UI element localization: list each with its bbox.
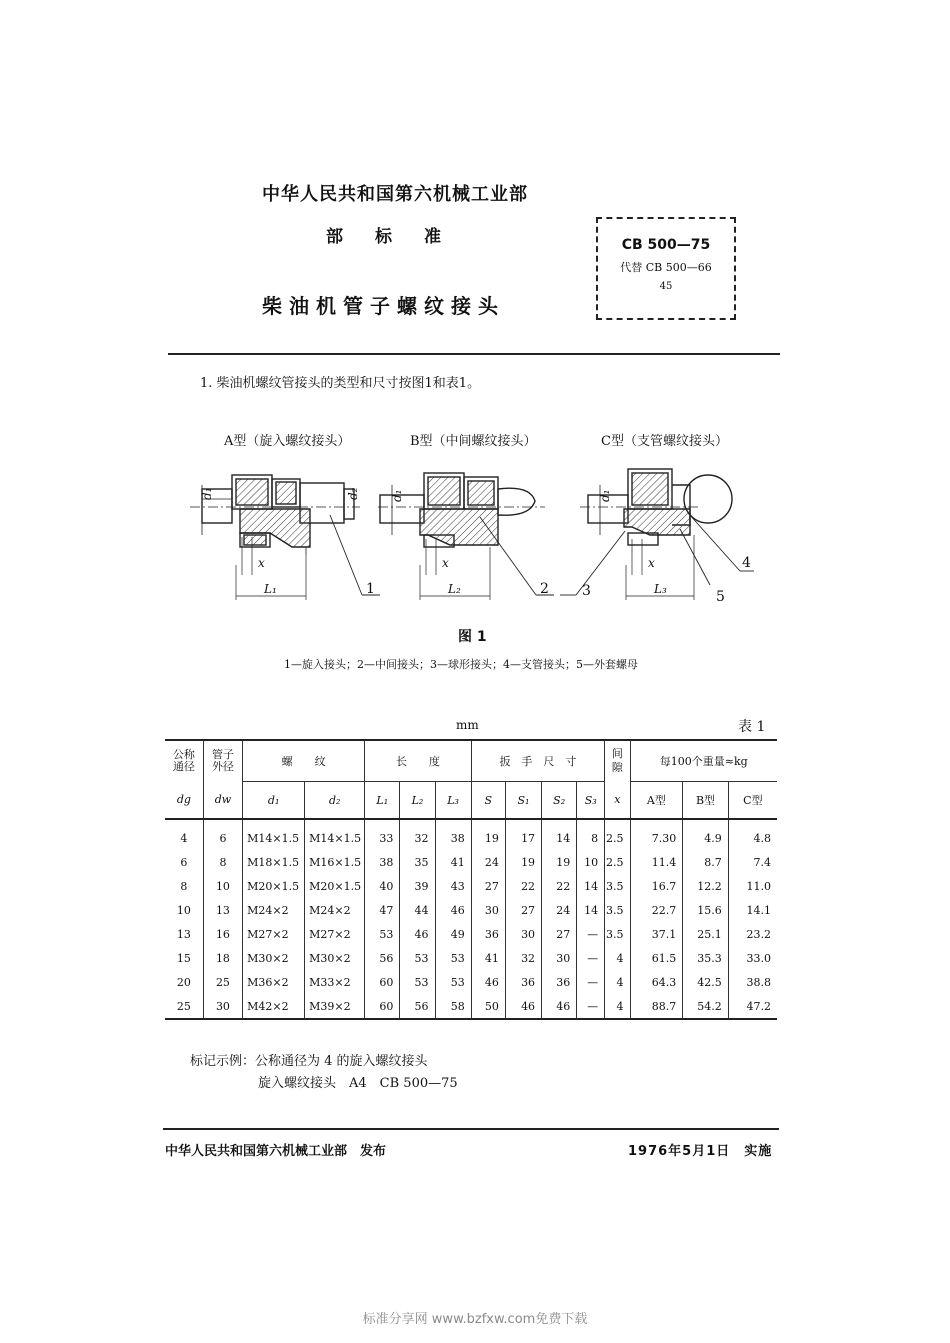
table-row — [165, 970, 777, 994]
table-cell: 11.0 — [728, 874, 777, 898]
table-cell: 32 — [505, 946, 541, 970]
table-cell: 36 — [542, 970, 577, 994]
table-cell: 30 — [203, 994, 242, 1019]
table-cell: 8 — [577, 819, 605, 850]
table-cell: M14×1.5 — [305, 819, 365, 850]
table-cell: M20×1.5 — [305, 874, 365, 898]
table-cell: 58 — [435, 994, 471, 1019]
standard-serial: 45 — [659, 281, 673, 292]
table-cell: 14 — [577, 898, 605, 922]
table-cell: 33.0 — [728, 946, 777, 970]
table-cell: 3.5 — [605, 922, 630, 946]
table-cell: 46 — [542, 994, 577, 1019]
table-cell: M27×2 — [243, 922, 305, 946]
table-cell: 44 — [400, 898, 435, 922]
document-title: 柴油机管子螺纹接头 — [262, 294, 505, 318]
table-cell: 56 — [400, 994, 435, 1019]
type-a-drawing — [190, 475, 380, 600]
table-cell: 40 — [365, 874, 400, 898]
effective-date: 1976年5月1日 实施 — [628, 1144, 773, 1159]
table-row — [165, 898, 777, 922]
table-row — [165, 850, 777, 874]
table-cell: 60 — [365, 994, 400, 1019]
sub-S3: S₃ — [577, 782, 605, 820]
table-row — [165, 819, 777, 850]
sub-S1: S₁ — [505, 782, 541, 820]
table-cell: 47.2 — [728, 994, 777, 1019]
table-cell: 10 — [176, 903, 191, 917]
watermark: 标准分享网 www.bzfxw.com免费下载 — [362, 1312, 588, 1327]
table-cell: 35.3 — [683, 946, 729, 970]
table-cell: 50 — [471, 994, 505, 1019]
fitting-drawings — [180, 455, 760, 605]
table-cell: 3.5 — [605, 874, 630, 898]
table-cell: M16×1.5 — [305, 850, 365, 874]
issuer: 中华人民共和国第六机械工业部 发布 — [165, 1144, 387, 1159]
table-cell: 43 — [435, 874, 471, 898]
table-cell: 22 — [542, 874, 577, 898]
table-cell: 4 — [180, 831, 188, 845]
table-cell: 49 — [435, 922, 471, 946]
dim-d1-b: d₁ — [390, 489, 404, 502]
table-cell: M33×2 — [305, 970, 365, 994]
sub-dw: dw — [203, 782, 242, 820]
standard-type-heading: 部标准 — [326, 227, 473, 247]
replaces-note: 代替 CB 500—66 — [620, 261, 712, 274]
table-row — [165, 874, 777, 898]
table-cell: 54.2 — [683, 994, 729, 1019]
table-row — [165, 922, 777, 946]
table-cell: 27 — [542, 922, 577, 946]
table-cell: 33 — [365, 819, 400, 850]
sub-dg: dg — [165, 782, 203, 820]
table-cell: 13 — [176, 927, 191, 941]
table-cell: 14.1 — [728, 898, 777, 922]
table-cell: 3.5 — [605, 898, 630, 922]
table-cell: 17 — [505, 819, 541, 850]
table-cell: 60 — [365, 970, 400, 994]
table-cell: 38 — [365, 850, 400, 874]
dim-L2: L₂ — [448, 582, 461, 596]
sub-S2: S₂ — [542, 782, 577, 820]
table-cell: — — [577, 946, 605, 970]
table-cell: 12.2 — [683, 874, 729, 898]
table-cell: 22.7 — [630, 898, 683, 922]
table-cell: 16 — [203, 922, 242, 946]
table-cell: 41 — [471, 946, 505, 970]
table-cell: 8.7 — [683, 850, 729, 874]
table-cell: M27×2 — [305, 922, 365, 946]
sub-d1: d₁ — [243, 782, 305, 820]
hdr-length: 长 度 — [365, 740, 472, 782]
table-cell: 8 — [203, 850, 242, 874]
table-cell: 46 — [505, 994, 541, 1019]
table-cell: 19 — [471, 819, 505, 850]
table-cell: 46 — [471, 970, 505, 994]
table-cell: 30 — [542, 946, 577, 970]
sub-x: x — [605, 782, 630, 820]
table-cell: 88.7 — [630, 994, 683, 1019]
dim-L3: L₃ — [654, 582, 667, 596]
table-cell: — — [577, 922, 605, 946]
table-cell: 14 — [577, 874, 605, 898]
sub-d2: d₂ — [305, 782, 365, 820]
table-cell: 30 — [505, 922, 541, 946]
callout-1: 1 — [366, 581, 375, 597]
sub-type-b: B型 — [683, 782, 729, 820]
table-cell: 53 — [400, 946, 435, 970]
table-cell: 25 — [203, 970, 242, 994]
table-cell: 23.2 — [728, 922, 777, 946]
table-cell: 18 — [203, 946, 242, 970]
table-cell: 27 — [505, 898, 541, 922]
type-b-drawing — [378, 473, 554, 600]
table-cell: 11.4 — [630, 850, 683, 874]
dim-d2-a: d₂ — [346, 487, 360, 500]
standard-code: CB 500—75 — [621, 237, 711, 253]
dimension-table — [165, 739, 777, 1020]
table-row — [165, 994, 777, 1019]
sub-type-a: A型 — [630, 782, 683, 820]
hdr-wrench: 扳 手 尺 寸 — [471, 740, 604, 782]
sub-L1: L₁ — [365, 782, 400, 820]
table-cell: 53 — [400, 970, 435, 994]
sub-S: S — [471, 782, 505, 820]
marking-example-line1: 标记示例：公称通径为 4 的旋入螺纹接头 — [190, 1054, 428, 1069]
table-cell: 6 — [180, 855, 188, 869]
table-cell: 25.1 — [683, 922, 729, 946]
table-cell: M20×1.5 — [243, 874, 305, 898]
callout-2: 2 — [540, 581, 549, 597]
table-cell: 42.5 — [683, 970, 729, 994]
table-cell: M36×2 — [243, 970, 305, 994]
table-cell: 41 — [435, 850, 471, 874]
type-a-label: A型（旋入螺纹接头） — [224, 434, 351, 449]
table-cell: 53 — [435, 946, 471, 970]
table-cell: 2.5 — [605, 819, 630, 850]
table-cell: 14 — [542, 819, 577, 850]
table-cell: M14×1.5 — [243, 819, 305, 850]
sub-L3: L₃ — [435, 782, 471, 820]
table-cell: 4.8 — [728, 819, 777, 850]
table-cell: 32 — [400, 819, 435, 850]
ministry-heading: 中华人民共和国第六机械工业部 — [262, 184, 528, 205]
table-cell: 4 — [605, 994, 630, 1019]
header-divider — [168, 353, 780, 355]
table-cell: M39×2 — [305, 994, 365, 1019]
callout-4: 4 — [742, 555, 751, 571]
hdr-thread: 螺 纹 — [243, 740, 365, 782]
hdr-gap: 间隙 — [605, 740, 630, 782]
table-cell: 7.30 — [630, 819, 683, 850]
hdr-pipe-od: 管子外径 — [203, 740, 242, 782]
table-cell: 53 — [365, 922, 400, 946]
table-cell: — — [577, 970, 605, 994]
sub-type-c: C型 — [728, 782, 777, 820]
footer-divider — [163, 1128, 779, 1130]
table-cell: 19 — [505, 850, 541, 874]
figure-caption: 图 1 — [458, 629, 487, 645]
table-cell: 36 — [505, 970, 541, 994]
table-cell: M30×2 — [243, 946, 305, 970]
callout-5: 5 — [716, 589, 725, 605]
hdr-weight: 每100个重量≈kg — [630, 740, 777, 782]
table-cell: 8 — [180, 879, 188, 893]
table-cell: 24 — [471, 850, 505, 874]
table-body — [165, 819, 777, 1019]
dim-L1: L₁ — [264, 582, 277, 596]
table-cell: 22 — [505, 874, 541, 898]
type-b-label: B型（中间螺纹接头） — [410, 434, 537, 449]
table-cell: 7.4 — [728, 850, 777, 874]
table-unit: mm — [456, 718, 479, 732]
type-c-drawing — [560, 469, 754, 605]
dim-x-a: x — [258, 556, 265, 570]
table-cell: 4.9 — [683, 819, 729, 850]
type-c-label: C型（支管螺纹接头） — [601, 434, 728, 449]
callout-3: 3 — [582, 583, 591, 599]
table-cell: 64.3 — [630, 970, 683, 994]
table-cell: — — [577, 994, 605, 1019]
table-number: 表 1 — [738, 719, 766, 735]
table-cell: 35 — [400, 850, 435, 874]
table-cell: 4 — [605, 946, 630, 970]
figure-legend: 1—旋入接头；2—中间接头；3—球形接头；4—支管接头；5—外套螺母 — [284, 658, 638, 671]
table-cell: 6 — [203, 819, 242, 850]
dim-x-c: x — [648, 556, 655, 570]
table-cell: 27 — [471, 874, 505, 898]
table-cell: M18×1.5 — [243, 850, 305, 874]
dim-d1-a: d₁ — [200, 487, 214, 500]
table-cell: 56 — [365, 946, 400, 970]
table-cell: 15 — [176, 951, 191, 965]
table-cell: 13 — [203, 898, 242, 922]
table-cell: 61.5 — [630, 946, 683, 970]
table-cell: 38.8 — [728, 970, 777, 994]
table-cell: 25 — [165, 994, 203, 1019]
table-header-row — [165, 740, 777, 782]
table-cell: 30 — [471, 898, 505, 922]
table-cell: 4 — [605, 970, 630, 994]
table-cell: 39 — [400, 874, 435, 898]
table-cell: 19 — [542, 850, 577, 874]
table-cell: 20 — [176, 975, 191, 989]
marking-example-line2: 旋入螺纹接头 A4 CB 500—75 — [258, 1076, 458, 1091]
table-cell: 10 — [577, 850, 605, 874]
table-row — [165, 946, 777, 970]
table-cell: 46 — [400, 922, 435, 946]
dim-x-b: x — [442, 556, 449, 570]
hdr-nominal: 公称通径 — [165, 740, 203, 782]
table-cell: M24×2 — [305, 898, 365, 922]
table-cell: 38 — [435, 819, 471, 850]
table-cell: 15.6 — [683, 898, 729, 922]
table-cell: 37.1 — [630, 922, 683, 946]
table-cell: 2.5 — [605, 850, 630, 874]
table-subheader-row — [165, 782, 777, 820]
table-cell: 53 — [435, 970, 471, 994]
table-cell: M42×2 — [243, 994, 305, 1019]
standard-number-box — [596, 217, 736, 320]
dim-d1-c: d₁ — [598, 489, 612, 502]
table-cell: M30×2 — [305, 946, 365, 970]
table-cell: 47 — [365, 898, 400, 922]
clause-1: 1. 柴油机螺纹管接头的类型和尺寸按图1和表1。 — [200, 376, 481, 391]
table-cell: 16.7 — [630, 874, 683, 898]
table-cell: M24×2 — [243, 898, 305, 922]
table-cell: 24 — [542, 898, 577, 922]
sub-L2: L₂ — [400, 782, 435, 820]
table-cell: 46 — [435, 898, 471, 922]
table-cell: 36 — [471, 922, 505, 946]
table-cell: 10 — [203, 874, 242, 898]
